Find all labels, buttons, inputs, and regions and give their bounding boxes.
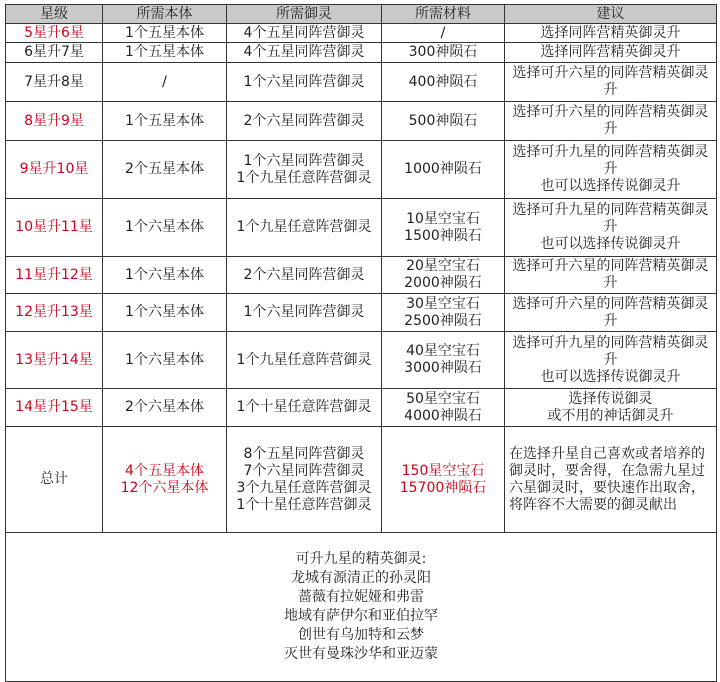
body-cell: 2个五星本体 bbox=[103, 141, 227, 199]
body-cell: 1个六星本体 bbox=[103, 294, 227, 332]
material-cell: 20星空宝石 2000神陨石 bbox=[382, 257, 505, 294]
header-body: 所需本体 bbox=[103, 5, 227, 24]
advice-cell: 选择同阵营精英御灵升 bbox=[505, 43, 717, 63]
body-cell: / bbox=[103, 63, 227, 102]
material-cell: 500神陨石 bbox=[382, 102, 505, 141]
material-cell: / bbox=[382, 24, 505, 43]
body-cell: 1个五星本体 bbox=[103, 102, 227, 141]
total-body-cell: 4个五星本体 12个六星本体 bbox=[103, 427, 227, 533]
table-row bbox=[6, 389, 717, 427]
star-cell: 5星升6星 bbox=[6, 24, 103, 43]
advice-cell: 选择可升九星的同阵营精英御灵升 也可以选择传说御灵升 bbox=[505, 199, 717, 257]
footer-row bbox=[6, 533, 717, 682]
material-cell: 40星空宝石 3000神陨石 bbox=[382, 332, 505, 389]
spirit-cell: 4个五星同阵营御灵 bbox=[227, 24, 382, 43]
spirit-cell: 2个六星同阵营御灵 bbox=[227, 257, 382, 294]
header-advice: 建议 bbox=[505, 5, 717, 24]
total-advice-cell: 在选择升星自己喜欢或者培养的御灵时，要舍得，在急需九星过六星御灵时，要快速作出取舍，将阵容不大需要的御灵献出 bbox=[505, 427, 717, 533]
star-cell: 6星升7星 bbox=[6, 43, 103, 63]
advice-cell: 选择可升六星的同阵营精英御灵升 bbox=[505, 63, 717, 102]
advice-cell: 选择传说御灵 或不用的神话御灵升 bbox=[505, 389, 717, 427]
body-cell: 1个五星本体 bbox=[103, 24, 227, 43]
spirit-cell: 1个十星任意阵营御灵 bbox=[227, 389, 382, 427]
material-cell: 300神陨石 bbox=[382, 43, 505, 63]
advice-cell: 选择可升六星的同阵营精英御灵升 bbox=[505, 294, 717, 332]
star-cell: 13星升14星 bbox=[6, 332, 103, 389]
header-material: 所需材料 bbox=[382, 5, 505, 24]
spirit-cell: 1个六星同阵营御灵 bbox=[227, 63, 382, 102]
spirit-cell: 2个六星同阵营御灵 bbox=[227, 102, 382, 141]
spirit-cell: 4个五星同阵营御灵 bbox=[227, 43, 382, 63]
star-cell: 7星升8星 bbox=[6, 63, 103, 102]
total-label: 总计 bbox=[6, 427, 103, 533]
table-row bbox=[6, 24, 717, 43]
star-cell: 14星升15星 bbox=[6, 389, 103, 427]
star-cell: 10星升11星 bbox=[6, 199, 103, 257]
advice-cell: 选择可升六星的同阵营精英御灵升 bbox=[505, 102, 717, 141]
advice-cell: 选择同阵营精英御灵升 bbox=[505, 24, 717, 43]
material-cell: 1000神陨石 bbox=[382, 141, 505, 199]
total-material-cell: 150星空宝石 15700神陨石 bbox=[382, 427, 505, 533]
material-cell: 10星空宝石 1500神陨石 bbox=[382, 199, 505, 257]
body-cell: 2个六星本体 bbox=[103, 389, 227, 427]
header-row bbox=[6, 5, 717, 24]
star-cell: 8星升9星 bbox=[6, 102, 103, 141]
advice-cell: 选择可升六星的同阵营精英御灵升 bbox=[505, 257, 717, 294]
total-row bbox=[6, 427, 717, 533]
spirit-cell: 1个九星任意阵营御灵 bbox=[227, 332, 382, 389]
header-star: 星级 bbox=[6, 5, 103, 24]
table-row bbox=[6, 294, 717, 332]
table-row bbox=[6, 141, 717, 199]
spirit-cell: 1个九星任意阵营御灵 bbox=[227, 199, 382, 257]
star-upgrade-table bbox=[5, 4, 717, 682]
advice-cell: 选择可升九星的同阵营精英御灵升 也可以选择传说御灵升 bbox=[505, 141, 717, 199]
material-cell: 50星空宝石 4000神陨石 bbox=[382, 389, 505, 427]
elite-spirit-note: 可升九星的精英御灵: 龙城有源清正的孙灵阳 蔷薇有拉妮娅和弗雷 地域有萨伊尔和亚伯拉罕 创世有乌加特和云梦 灭世有曼珠沙华和亚迈蒙 bbox=[6, 533, 717, 682]
body-cell: 1个五星本体 bbox=[103, 43, 227, 63]
table-row bbox=[6, 43, 717, 63]
star-cell: 9星升10星 bbox=[6, 141, 103, 199]
table-row bbox=[6, 332, 717, 389]
spirit-cell: 1个六星同阵营御灵 bbox=[227, 294, 382, 332]
table-row bbox=[6, 257, 717, 294]
star-cell: 12星升13星 bbox=[6, 294, 103, 332]
table-row bbox=[6, 63, 717, 102]
advice-cell: 选择可升九星的同阵营精英御灵升 也可以选择传说御灵升 bbox=[505, 332, 717, 389]
material-cell: 30星空宝石 2500神陨石 bbox=[382, 294, 505, 332]
header-spirit: 所需御灵 bbox=[227, 5, 382, 24]
body-cell: 1个六星本体 bbox=[103, 199, 227, 257]
material-cell: 400神陨石 bbox=[382, 63, 505, 102]
table-row bbox=[6, 102, 717, 141]
body-cell: 1个六星本体 bbox=[103, 257, 227, 294]
body-cell: 1个六星本体 bbox=[103, 332, 227, 389]
total-spirit-cell: 8个五星同阵营御灵 7个六星同阵营御灵 3个九星任意阵营御灵 1个十星任意阵营御灵 bbox=[227, 427, 382, 533]
table-row bbox=[6, 199, 717, 257]
spirit-cell: 1个六星同阵营御灵 1个九星任意阵营御灵 bbox=[227, 141, 382, 199]
star-cell: 11星升12星 bbox=[6, 257, 103, 294]
